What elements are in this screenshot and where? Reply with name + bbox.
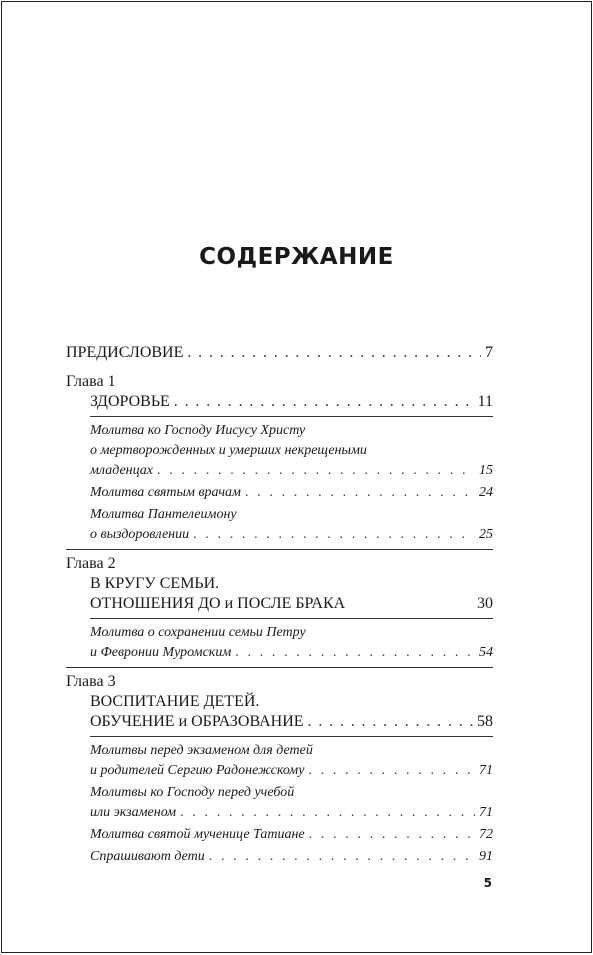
toc-entry-page: 72	[479, 827, 493, 842]
prayer-title-line: и родителей Сергию Радонежскому	[90, 763, 305, 778]
book-page	[1, 1, 592, 953]
prayer-title-line: Спрашивают дети	[90, 849, 205, 864]
prayer-title-line: младенцах	[90, 463, 154, 478]
toc-prayer-entry[interactable]	[66, 421, 493, 481]
toc-entry-label: ПРЕДИСЛОВИЕ	[66, 344, 184, 361]
chapter-label: Глава 1	[66, 373, 116, 390]
prayer-title-line: Молитва ко Господу Иисусу Христу	[90, 423, 306, 438]
dot-leader	[308, 761, 475, 781]
toc-chapter-title[interactable]	[66, 574, 493, 614]
toc-prayer-entry[interactable]	[66, 741, 493, 781]
divider	[90, 618, 493, 619]
divider	[90, 736, 493, 737]
chapter-label: Глава 3	[66, 673, 116, 690]
dot-leader	[193, 525, 475, 545]
toc-entry-page: 71	[479, 763, 493, 778]
table-of-contents	[66, 342, 493, 867]
chapter-label: Глава 2	[66, 555, 116, 572]
divider	[66, 549, 493, 550]
toc-entry-page: 7	[485, 344, 493, 361]
dot-leader	[245, 483, 475, 503]
prayer-title-line: и Февронии Муромским	[90, 645, 232, 660]
dot-leader	[209, 847, 475, 867]
dot-leader	[235, 643, 475, 663]
toc-chapter-title[interactable]	[66, 692, 493, 732]
toc-entry-page: 25	[479, 527, 493, 542]
prayer-title-line: Молитва Пантелеимону	[90, 507, 237, 522]
dot-leader	[309, 825, 475, 845]
prayer-title-line: Молитвы перед экзаменом для детей	[90, 743, 313, 758]
chapter-title-line: ОБУЧЕНИЕ и ОБРАЗОВАНИЕ	[90, 713, 304, 730]
toc-prayer-entry[interactable]	[66, 825, 493, 845]
chapter-title-line: В КРУГУ СЕМЬИ.	[90, 575, 220, 592]
dot-leader	[180, 803, 475, 823]
prayer-title-line: о выздоровлении	[90, 527, 190, 542]
prayer-title-line: Молитва о сохранении семьи Петру	[90, 625, 306, 640]
toc-entry-page: 58	[477, 713, 493, 730]
dot-leader	[187, 342, 481, 364]
toc-entry-page: 54	[479, 645, 493, 660]
chapter-title-line: ОТНОШЕНИЯ ДО и ПОСЛЕ БРАКА	[90, 595, 346, 612]
toc-entry-page: 30	[477, 595, 493, 612]
page-number: 5	[483, 876, 492, 890]
toc-chapter-2	[66, 554, 493, 663]
toc-entry-page: 11	[477, 393, 493, 410]
prayer-title-line: о мертворожденных и умерших некрещеными	[90, 443, 367, 458]
divider	[66, 667, 493, 668]
prayer-title-line: Молитва святой мученице Татиане	[90, 827, 305, 842]
toc-prayer-entry[interactable]	[66, 783, 493, 823]
toc-prayer-entry[interactable]	[66, 505, 493, 545]
toc-entry-page: 15	[479, 463, 493, 478]
toc-entry-page: 91	[479, 849, 493, 864]
page-title: СОДЕРЖАНИЕ	[199, 244, 394, 270]
prayer-title-line: или экзаменом	[90, 805, 177, 820]
toc-chapter-3	[66, 672, 493, 867]
toc-prayer-entry[interactable]	[66, 623, 493, 663]
prayer-title-line: Молитвы ко Господу перед учебой	[90, 785, 295, 800]
chapter-title-line: ВОСПИТАНИЕ ДЕТЕЙ.	[90, 693, 260, 710]
dot-leader	[157, 461, 475, 481]
toc-prayer-entry[interactable]	[66, 483, 493, 503]
toc-entry-page: 24	[479, 485, 493, 500]
dot-leader	[174, 392, 474, 412]
chapter-title-line: ЗДОРОВЬЕ	[90, 393, 170, 410]
divider	[90, 416, 493, 417]
toc-prayer-entry[interactable]	[66, 847, 493, 867]
toc-entry-page: 71	[479, 805, 493, 820]
toc-chapter-1	[66, 372, 493, 545]
prayer-title-line: Молитва святым врачам	[90, 485, 241, 500]
dot-leader	[308, 712, 473, 732]
toc-chapter-title[interactable]	[66, 392, 493, 412]
toc-entry-preface[interactable]	[66, 342, 493, 364]
